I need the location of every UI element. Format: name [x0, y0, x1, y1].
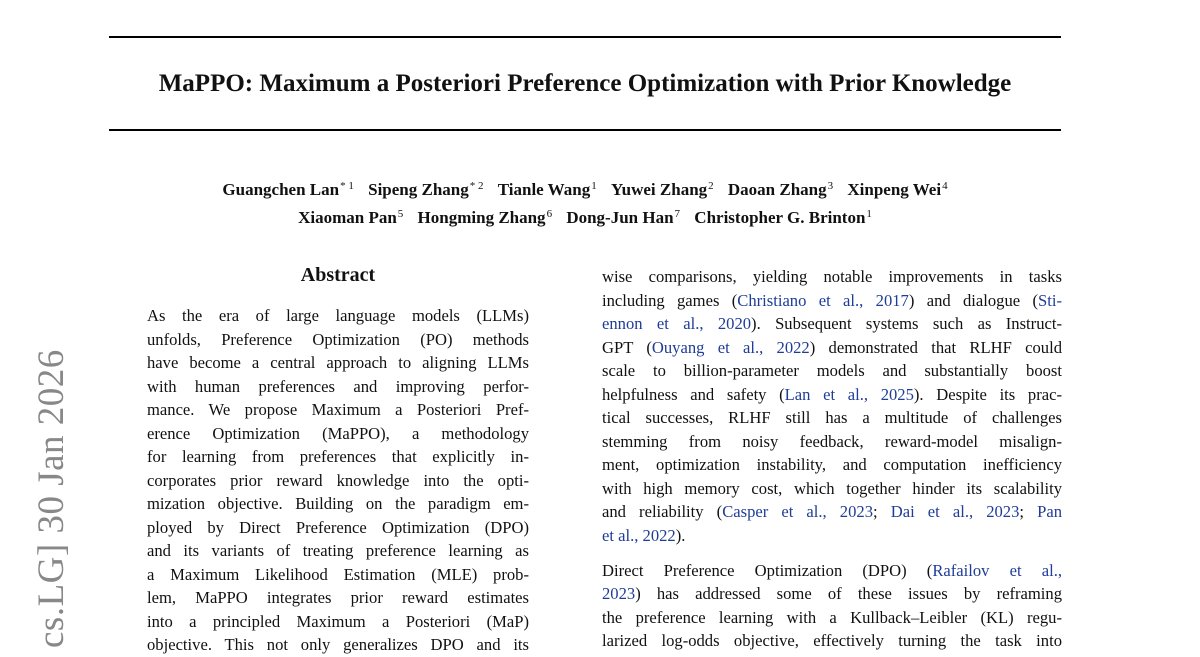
author-name: Dong-Jun Han [566, 208, 674, 227]
body-text: tical successes, RLHF still has a multitude of challenges [602, 408, 1062, 427]
body-line [602, 289, 1062, 313]
author-row-1 [109, 174, 1061, 202]
citation-link[interactable]: Casper et al., 2023 [722, 502, 873, 521]
body-line [602, 629, 1062, 653]
affiliation-mark: 1 [866, 208, 872, 220]
author-row-2 [109, 202, 1061, 230]
body-text: stemming from noisy feedback, reward-model misalign- [602, 431, 1062, 451]
body-text: ) and dialogue ( [908, 290, 1038, 310]
body-line [602, 453, 1062, 477]
author-name: Xiaoman Pan [298, 208, 397, 227]
author [566, 208, 680, 227]
affiliation-mark: 5 [397, 208, 404, 220]
body-text: helpfulness and safety ( [602, 384, 785, 404]
body-line [602, 582, 1062, 606]
abstract-heading: Abstract [300, 264, 376, 286]
citation-link[interactable]: 2023 [602, 584, 636, 603]
author-name: Xinpeng Wei [847, 180, 942, 199]
body-text: larized log-odds objective, effectively turning the task into [602, 631, 1062, 650]
affiliation-mark: 7 [674, 208, 681, 220]
body-text: ) has addressed some of these issues by reframing [635, 584, 1062, 603]
body-text: ). [675, 525, 686, 545]
citation-link[interactable]: Christiano et al., 2017 [737, 290, 909, 310]
body-line [602, 312, 1062, 336]
body-text: with high memory cost, which together hinder its scalability [602, 478, 1062, 498]
author [298, 208, 403, 227]
abstract-line: with human preferences and improving perfor- [147, 376, 529, 396]
body-text: scale to billion-parameter models and substantially boost [602, 361, 1062, 380]
affiliation-mark: * 2 [469, 180, 484, 192]
abstract-line: ployed by Direct Preference Optimization (DPO) [147, 517, 529, 537]
author [418, 208, 553, 227]
abstract-line: objective. This not only generalizes DPO and its [147, 635, 529, 654]
body-text: including games ( [602, 290, 738, 310]
body-text: ). Subsequent systems such as Instruct- [751, 314, 1062, 333]
citation-link[interactable]: et al., 2022 [602, 525, 676, 545]
body-text: the preference learning with a Kullback–Leibler (KL) regu- [602, 607, 1062, 627]
body-line [602, 606, 1062, 630]
abstract-line: a Maximum Likelihood Estimation (MLE) prob- [147, 564, 529, 584]
author [222, 180, 353, 199]
body-text: ). Despite its prac- [913, 384, 1062, 404]
body-line [602, 336, 1062, 360]
abstract-line: lem, MaPPO integrates prior reward estimates [147, 588, 529, 607]
author [728, 180, 833, 199]
author-name: Hongming Zhang [417, 208, 546, 227]
abstract-line: unfolds, Preference Optimization (PO) methods [147, 329, 529, 349]
body-line [602, 359, 1062, 383]
citation-link[interactable]: Lan et al., 2025 [784, 384, 914, 404]
author [611, 180, 714, 199]
body-line [602, 477, 1062, 501]
citation-link[interactable]: Ouyang et al., 2022 [651, 337, 810, 357]
affiliation-mark: 2 [708, 180, 714, 192]
citation-link[interactable]: ennon et al., 2020 [602, 314, 752, 333]
body-line [602, 500, 1062, 524]
abstract-line: mance. We propose Maximum a Posteriori Pref- [147, 400, 529, 419]
author [847, 180, 947, 199]
abstract-line: As the era of large language models (LLMs) [147, 306, 529, 325]
author [498, 180, 597, 199]
author [694, 208, 872, 227]
body-line [602, 524, 1062, 548]
author-name: Daoan Zhang [727, 180, 827, 199]
body-line [602, 265, 1062, 289]
abstract-line: corporates prior reward knowledge into the opti- [147, 470, 529, 490]
author-name: Guangchen Lan [222, 180, 340, 199]
affiliation-mark: * 1 [340, 180, 354, 192]
body-text: and reliability ( [602, 502, 723, 521]
citation-link[interactable]: Rafailov et al., [932, 560, 1062, 580]
body-text: Direct Preference Optimization (DPO) ( [602, 560, 933, 580]
body-text: ment, optimization instability, and computation inefficiency [602, 455, 1062, 474]
abstract-line: have become a central approach to aligning LLMs [147, 353, 529, 372]
top-rule [109, 36, 1061, 38]
citation-link[interactable]: Dai et al., 2023 [890, 502, 1020, 521]
abstract-line: for learning from preferences that explicitly in- [147, 447, 529, 466]
citation-link[interactable]: Pan [1037, 502, 1063, 521]
author-name: Yuwei Zhang [610, 180, 708, 199]
body-text: GPT ( [602, 337, 652, 357]
body-text: ; [1019, 502, 1038, 521]
author-name: Christopher G. Brinton [694, 208, 866, 227]
abstract-line: and its variants of treating preference learning as [147, 541, 529, 560]
bottom-rule [109, 129, 1061, 131]
citation-link[interactable]: Sti- [1038, 290, 1062, 310]
author [368, 180, 483, 199]
body-line [602, 383, 1062, 407]
affiliation-mark: 6 [546, 208, 553, 220]
arxiv-stamp: cs.LG] 30 Jan 2026 [31, 349, 72, 648]
author-name: Tianle Wang [497, 180, 591, 199]
body-line [602, 406, 1062, 430]
body-line [602, 559, 1062, 583]
body-text: ; [873, 502, 891, 521]
affiliation-mark: 1 [591, 180, 597, 192]
abstract-line: mization objective. Building on the paradigm em- [147, 494, 529, 513]
abstract-line: into a principled Maximum a Posteriori (MaP) [147, 611, 529, 631]
affiliation-mark: 3 [827, 180, 834, 192]
author-name: Sipeng Zhang [368, 180, 469, 199]
body-line [602, 430, 1062, 454]
abstract-line: erence Optimization (MaPPO), a methodology [147, 423, 529, 443]
body-text: wise comparisons, yielding notable improvements in tasks [602, 267, 1062, 286]
author-list [109, 174, 1061, 230]
body-text: ) demonstrated that RLHF could [809, 337, 1062, 357]
affiliation-mark: 4 [942, 180, 948, 192]
paper-title: MaPPO: Maximum a Posteriori Preference Optimization with Prior Knowledge [158, 70, 1012, 97]
